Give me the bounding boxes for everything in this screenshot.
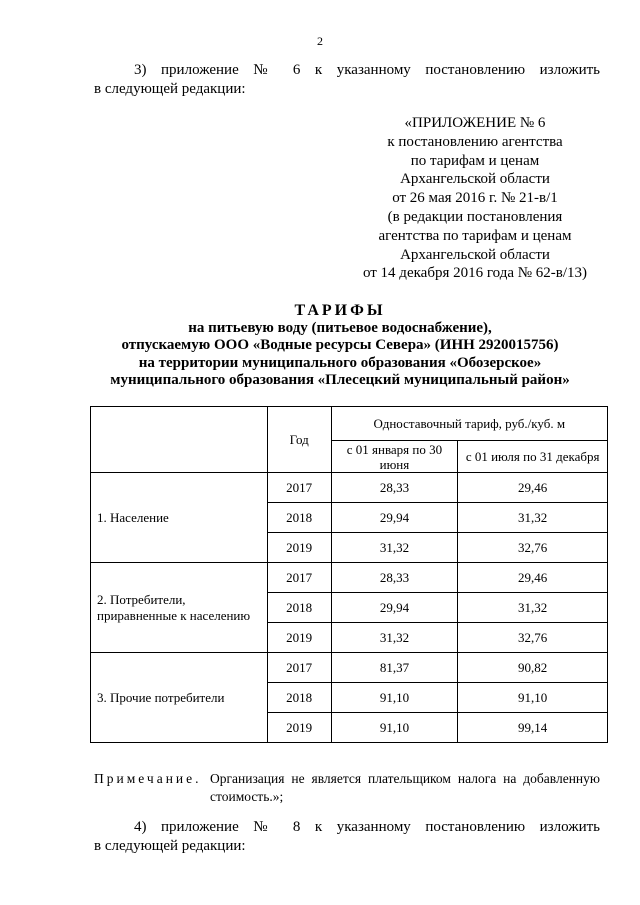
- appendix-line: от 14 декабря 2016 года № 62-в/13): [362, 265, 588, 282]
- value-cell: 90,82: [458, 653, 608, 683]
- appendix-line: к постановлению агентства: [387, 133, 563, 150]
- value-cell: 29,94: [331, 503, 458, 533]
- note-text-cont: стоимость.»;: [210, 789, 284, 804]
- value-cell: 28,33: [331, 563, 458, 593]
- tariff-table: [90, 406, 608, 743]
- appendix-line: по тарифам и ценам: [410, 152, 540, 169]
- table-row: [91, 563, 608, 593]
- header-empty-cell: [91, 407, 268, 473]
- value-cell: 91,10: [331, 713, 458, 743]
- title-line: на территории муниципального образования «Обозерское»: [138, 354, 542, 371]
- value-cell: 29,46: [458, 563, 608, 593]
- note: [94, 770, 600, 804]
- appendix-line: агентства по тарифам и ценам: [378, 227, 572, 244]
- value-cell: 31,32: [458, 593, 608, 623]
- title-line: на питьевую воду (питьевое водоснабжение),: [188, 319, 492, 336]
- table-row: [91, 653, 608, 683]
- value-cell: 91,10: [331, 683, 458, 713]
- document-title: [70, 302, 610, 390]
- paragraph-item-3: [94, 61, 600, 99]
- paragraph-line: в следующей редакции:: [94, 838, 246, 854]
- year-cell: 2019: [267, 713, 331, 743]
- year-cell: 2017: [267, 473, 331, 503]
- appendix-header: [340, 114, 610, 283]
- paragraph-line: в следующей редакции:: [94, 81, 246, 97]
- value-cell: 31,32: [331, 623, 458, 653]
- appendix-line: Архангельской области: [400, 246, 550, 263]
- year-cell: 2017: [267, 563, 331, 593]
- value-cell: 91,10: [458, 683, 608, 713]
- title-line: муниципального образования «Плесецкий муниципальный район»: [110, 372, 570, 388]
- value-cell: 81,37: [331, 653, 458, 683]
- value-cell: 28,33: [331, 473, 458, 503]
- year-cell: 2017: [267, 653, 331, 683]
- value-cell: 32,76: [458, 533, 608, 563]
- year-cell: 2018: [267, 503, 331, 533]
- value-cell: 29,94: [331, 593, 458, 623]
- category-cell: 2. Потребители, приравненные к населению: [91, 563, 268, 653]
- category-cell: 1. Население: [91, 473, 268, 563]
- year-cell: 2019: [267, 533, 331, 563]
- title-heading: ТАРИФЫ: [294, 302, 386, 319]
- note-text: Организация не является плательщиком налога на добавленную: [210, 771, 600, 786]
- appendix-line: от 26 мая 2016 г. № 21-в/1: [392, 190, 558, 207]
- value-cell: 99,14: [458, 713, 608, 743]
- year-cell: 2018: [267, 683, 331, 713]
- value-cell: 31,32: [458, 503, 608, 533]
- value-cell: 31,32: [331, 533, 458, 563]
- table-row: [91, 473, 608, 503]
- note-label: Примечание.: [94, 771, 202, 786]
- title-line: отпускаемую ООО «Водные ресурсы Севера» (ИНН 2920015756): [121, 337, 559, 353]
- header-period-1: с 01 января по 30 июня: [331, 441, 458, 473]
- paragraph-line: 4) приложение № 8 к указанному постановлению изложить: [134, 819, 600, 835]
- page-number: 2: [317, 34, 323, 48]
- year-cell: 2018: [267, 593, 331, 623]
- header-period-2: с 01 июля по 31 декабря: [458, 441, 608, 473]
- header-year: Год: [267, 407, 331, 473]
- appendix-line: «ПРИЛОЖЕНИЕ № 6: [404, 115, 546, 131]
- paragraph-item-4: [94, 818, 600, 856]
- paragraph-line: 3) приложение № 6 к указанному постановлению изложить: [134, 62, 600, 78]
- year-cell: 2019: [267, 623, 331, 653]
- value-cell: 32,76: [458, 623, 608, 653]
- table-header-row: [91, 407, 608, 441]
- value-cell: 29,46: [458, 473, 608, 503]
- appendix-line: (в редакции постановления: [387, 208, 563, 225]
- appendix-line: Архангельской области: [400, 171, 550, 188]
- header-tariff: Одноставочный тариф, руб./куб. м: [331, 407, 607, 441]
- category-cell: 3. Прочие потребители: [91, 653, 268, 743]
